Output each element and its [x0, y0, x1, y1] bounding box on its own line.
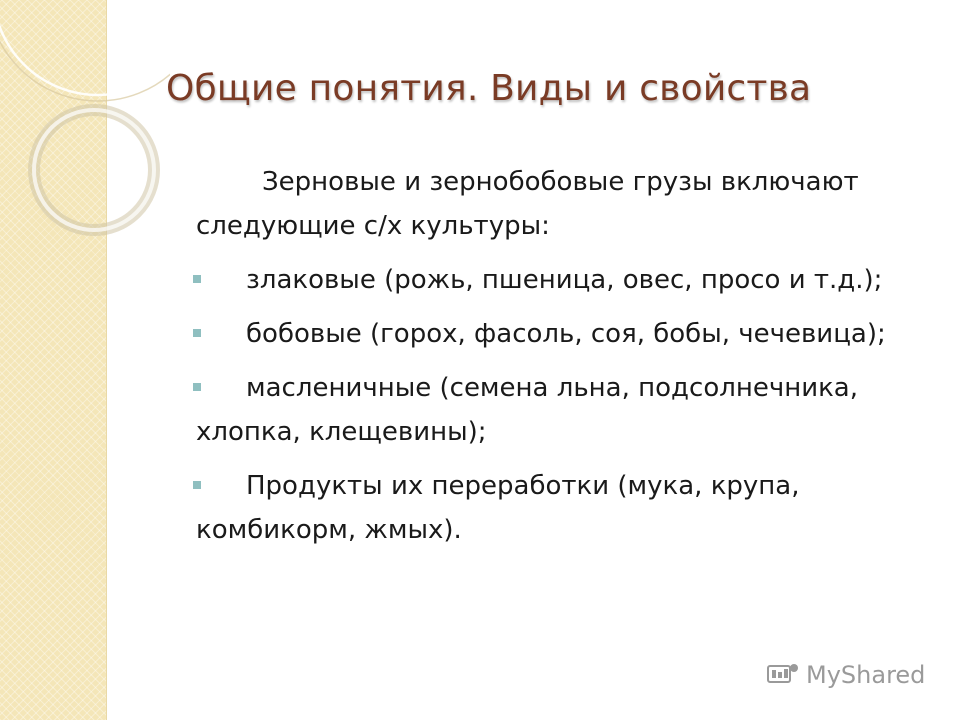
list-item-text: Продукты их переработки (мука, крупа, комбикорм, жмых). — [196, 471, 800, 545]
list-item — [196, 312, 916, 356]
myshared-logo-icon — [766, 662, 800, 688]
watermark — [766, 660, 925, 690]
list-item — [196, 366, 916, 454]
slide-body — [196, 160, 916, 562]
square-bullet-icon — [193, 329, 201, 337]
list-item — [196, 258, 916, 302]
decorative-circles — [0, 0, 170, 260]
square-bullet-icon — [193, 481, 201, 489]
intro-text: Зерновые и зернобобовые грузы включают следующие с/х культуры: — [196, 167, 859, 241]
list-item — [196, 464, 916, 552]
square-bullet-icon — [193, 383, 201, 391]
bullet-list — [196, 258, 916, 552]
list-item-text: бобовые (горох, фасоль, соя, бобы, чечевица); — [246, 319, 886, 349]
watermark-text: MyShared — [806, 661, 926, 689]
square-bullet-icon — [193, 275, 201, 283]
slide-title: Общие понятия. Виды и свойства — [166, 68, 812, 109]
list-item-text: масленичные (семена льна, подсолнечника, хлопка, клещевины); — [196, 373, 859, 447]
list-item-text: злаковые (рожь, пшеница, овес, просо и т.д.); — [246, 265, 883, 295]
